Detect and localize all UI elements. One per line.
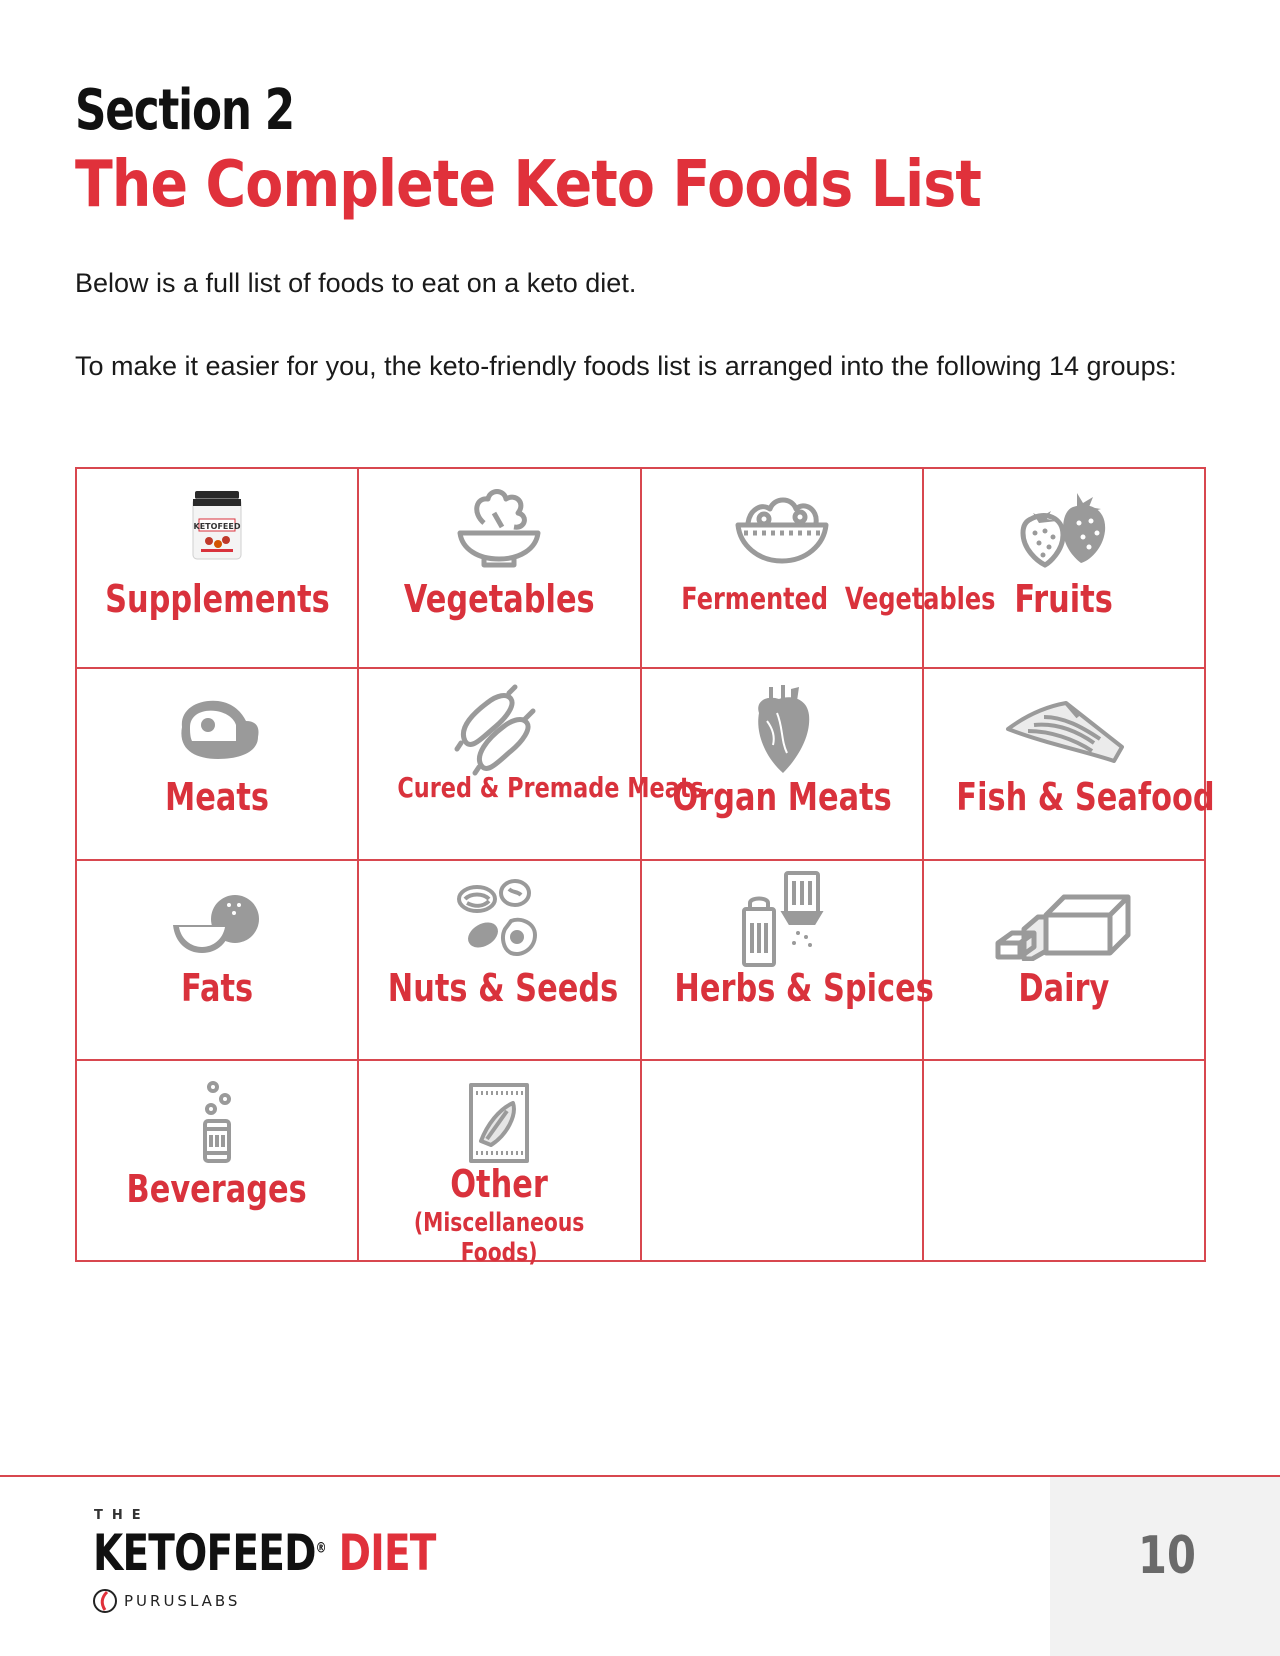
company-logo (92, 1588, 240, 1614)
category-cell-fruits[interactable] (924, 469, 1206, 669)
sausage-icon (451, 681, 547, 777)
fizzy-can-icon (197, 1081, 237, 1165)
category-label: Dairy (1018, 966, 1110, 1010)
category-label: Fish & Seafood (956, 775, 1215, 819)
intro-paragraph: To make it easier for you, the keto-friendly foods list is arranged into the following 14 groups: (75, 351, 1177, 381)
category-sublabel: (Miscellaneous Foods) (414, 1208, 585, 1268)
category-cell-nuts-seeds[interactable] (359, 861, 641, 1061)
category-cell-herbs-spices[interactable] (642, 861, 934, 1061)
category-cell-meats[interactable] (77, 669, 359, 861)
product-tub-icon (187, 489, 247, 563)
food-groups-grid (75, 467, 1215, 1268)
category-cell-fish-seafood[interactable] (924, 669, 1215, 861)
category-label: Fermented Vegetables (680, 582, 995, 617)
company-name: PURUSLABS (124, 1592, 241, 1610)
category-cell-beverages[interactable] (77, 1061, 359, 1262)
category-label: Fruits (1014, 577, 1114, 621)
category-label: Other (450, 1162, 549, 1206)
category-label: Meats (165, 775, 270, 819)
fish-fillet-icon (1004, 699, 1124, 763)
coconut-icon (169, 893, 265, 957)
category-cell-cured-premade-meats[interactable] (359, 669, 705, 861)
company-swoosh-icon (92, 1588, 118, 1614)
category-label: Fats (181, 966, 254, 1010)
page-number: 10 (1138, 1526, 1196, 1586)
category-cell-fermented-vegetables[interactable] (642, 469, 995, 669)
category-label: Beverages (127, 1167, 308, 1211)
empty-cell (642, 1061, 924, 1262)
category-label: Cured & Premade Meats (397, 771, 705, 804)
category-cell-organ-meats[interactable] (642, 669, 924, 861)
snack-bag-icon (467, 1081, 531, 1165)
category-label: Vegetables (403, 577, 595, 621)
spice-shakers-icon (734, 869, 830, 969)
category-label: Herbs & Spices (673, 966, 934, 1010)
empty-cell (924, 1061, 1206, 1262)
category-label: Supplements (105, 577, 330, 621)
brand-logo (93, 1524, 436, 1582)
salad-bowl-icon (734, 489, 830, 569)
category-cell-vegetables[interactable] (359, 469, 641, 669)
heart-icon (747, 683, 817, 775)
brand-name: KETOFEED (93, 1524, 316, 1582)
butter-block-icon (994, 891, 1134, 961)
registered-mark: ® (315, 1540, 326, 1557)
nuts-icon (451, 877, 547, 963)
strawberry-icon (1017, 487, 1111, 569)
page-title: The Complete Keto Foods List (75, 148, 981, 222)
leafy-bowl-icon (454, 483, 544, 569)
steak-icon (172, 697, 262, 763)
category-cell-fats[interactable] (77, 861, 359, 1061)
intro-paragraph: Below is a full list of foods to eat on a keto diet. (75, 268, 637, 298)
brand-diet: DIET (338, 1524, 436, 1582)
category-label: Organ Meats (671, 775, 892, 819)
category-label: Nuts & Seeds (388, 966, 619, 1010)
category-cell-other[interactable] (359, 1061, 641, 1268)
category-cell-dairy[interactable] (924, 861, 1206, 1061)
product-label: KETOFEED (193, 522, 241, 531)
category-cell-supplements[interactable] (77, 469, 359, 669)
footer-the: THE (94, 1508, 150, 1523)
section-label: Section 2 (75, 78, 295, 143)
